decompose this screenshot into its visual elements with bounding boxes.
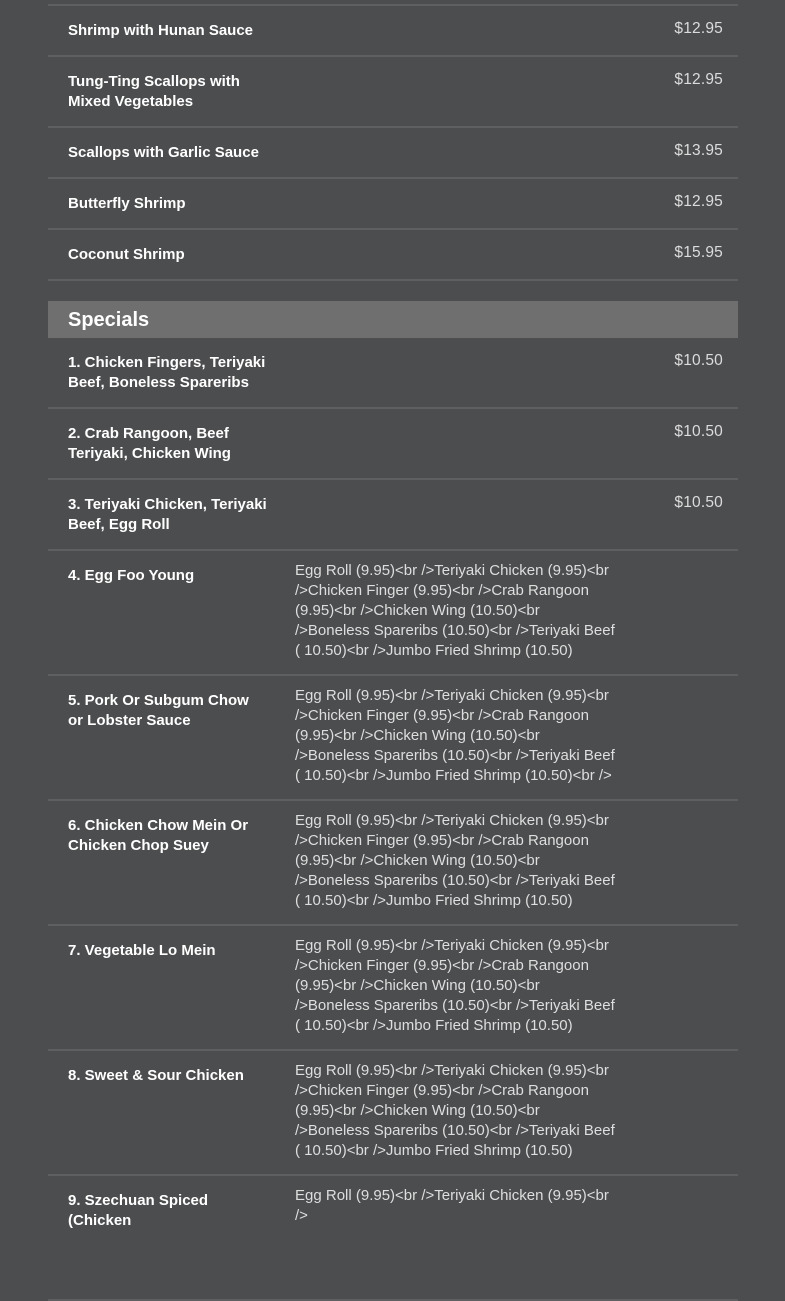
menu-item-description: Egg Roll (9.95)<br />Teriyaki Chicken (9.95)<br /> [295, 1187, 609, 1224]
menu-item[interactable] [48, 6, 738, 57]
section-header-specials [48, 301, 738, 338]
menu-item[interactable] [48, 1051, 738, 1176]
menu-item[interactable] [48, 338, 738, 409]
menu-item-name: Shrimp with Hunan Sauce [68, 22, 254, 39]
menu-item[interactable] [48, 57, 738, 128]
menu-item-price: $13.95 [674, 142, 723, 159]
menu-item-description: Egg Roll (9.95)<br />Teriyaki Chicken (9.95)<br />Chicken Finger (9.95)<br />Crab Rangoon (9.95)<br />Chicken Wing (10.50)<br />Boneless Spareribs (10.50)<br />Teriyaki Beef ( 10.50)<br />Jumbo Fried Shrimp (10.50) [295, 937, 615, 1034]
menu-item-name: 4. Egg Foo Young [68, 567, 195, 584]
menu-item-name: Tung-Ting Scallops with Mixed Vegetables [68, 73, 240, 110]
menu-item[interactable] [48, 409, 738, 480]
menu-item-name: 3. Teriyaki Chicken, Teriyaki Beef, Egg Roll [68, 496, 267, 533]
menu-item-name: Scallops with Garlic Sauce [68, 144, 259, 161]
menu-item-description: Egg Roll (9.95)<br />Teriyaki Chicken (9.95)<br />Chicken Finger (9.95)<br />Crab Rangoon (9.95)<br />Chicken Wing (10.50)<br />Boneless Spareribs (10.50)<br />Teriyaki Beef ( 10.50)<br />Jumbo Fried Shrimp (10.50)<br /> [295, 687, 615, 784]
menu-item-name: 5. Pork Or Subgum Chow or Lobster Sauce [68, 692, 249, 729]
menu-item[interactable] [48, 480, 738, 551]
menu-item-name: 1. Chicken Fingers, Teriyaki Beef, Boneless Spareribs [68, 354, 266, 391]
menu-item[interactable] [48, 551, 738, 676]
menu-item-name: 2. Crab Rangoon, Beef Teriyaki, Chicken Wing [68, 425, 231, 462]
menu-item-description: Egg Roll (9.95)<br />Teriyaki Chicken (9.95)<br />Chicken Finger (9.95)<br />Crab Rangoon (9.95)<br />Chicken Wing (10.50)<br />Boneless Spareribs (10.50)<br />Teriyaki Beef ( 10.50)<br />Jumbo Fried Shrimp (10.50) [295, 1062, 615, 1159]
menu-item[interactable] [48, 230, 738, 281]
menu-item-price: $10.50 [674, 352, 723, 369]
menu-item-description: Egg Roll (9.95)<br />Teriyaki Chicken (9.95)<br />Chicken Finger (9.95)<br />Crab Rangoon (9.95)<br />Chicken Wing (10.50)<br />Boneless Spareribs (10.50)<br />Teriyaki Beef ( 10.50)<br />Jumbo Fried Shrimp (10.50) [295, 562, 615, 659]
menu-item[interactable] [48, 1176, 738, 1301]
menu-item-name: Coconut Shrimp [68, 246, 185, 263]
section-title: Specials [68, 309, 150, 331]
menu-item-price: $15.95 [674, 244, 723, 261]
menu-item-name: 8. Sweet & Sour Chicken [68, 1067, 244, 1084]
menu-item[interactable] [48, 179, 738, 230]
menu-item-description: Egg Roll (9.95)<br />Teriyaki Chicken (9.95)<br />Chicken Finger (9.95)<br />Crab Rangoon (9.95)<br />Chicken Wing (10.50)<br />Boneless Spareribs (10.50)<br />Teriyaki Beef ( 10.50)<br />Jumbo Fried Shrimp (10.50) [295, 812, 615, 909]
menu-item[interactable] [48, 676, 738, 801]
menu-item-name: 7. Vegetable Lo Mein [68, 942, 216, 959]
menu-item-name: 9. Szechuan Spiced (Chicken [68, 1192, 209, 1229]
menu-item-price: $12.95 [674, 71, 723, 88]
menu-item[interactable] [48, 128, 738, 179]
menu-item[interactable] [48, 926, 738, 1051]
menu-item[interactable] [48, 801, 738, 926]
menu-item-price: $10.50 [674, 423, 723, 440]
menu-item-price: $10.50 [674, 494, 723, 511]
menu-item-name: Butterfly Shrimp [68, 195, 186, 212]
menu-list [48, 0, 738, 1301]
menu-item-name: 6. Chicken Chow Mein Or Chicken Chop Suey [68, 817, 249, 854]
menu-item-price: $12.95 [674, 193, 723, 210]
menu-item-price: $12.95 [674, 20, 723, 37]
